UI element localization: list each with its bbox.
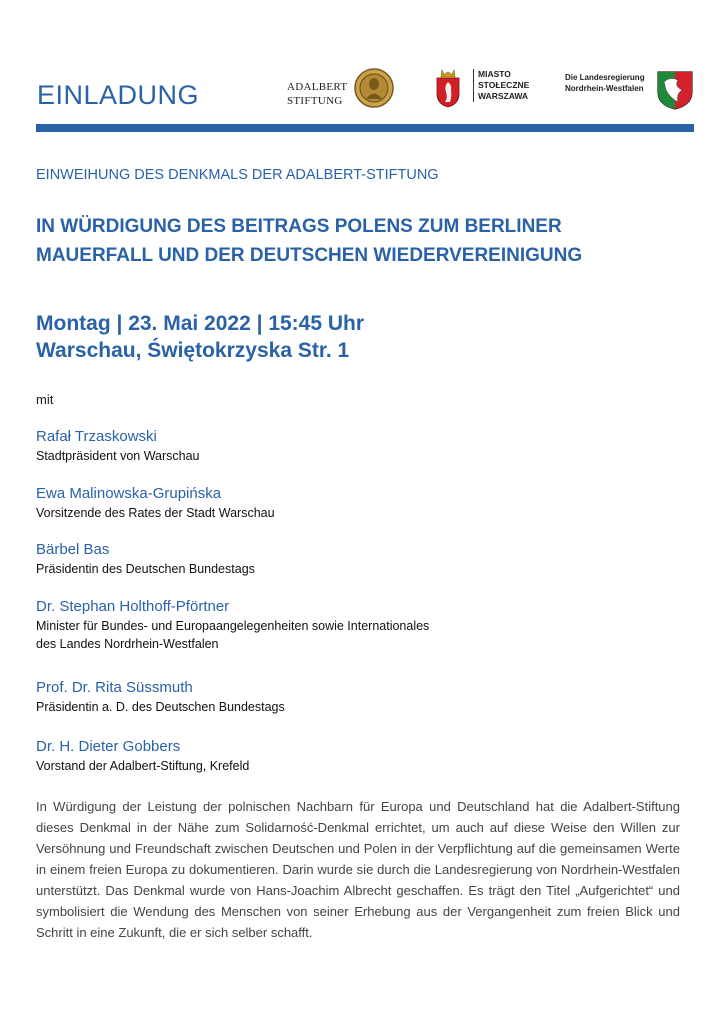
speaker-role: Präsidentin des Deutschen Bundestags (36, 562, 255, 576)
speaker-item (36, 541, 255, 578)
speaker-role: Minister für Bundes- und Europaangelegenheiten sowie Internationales (36, 619, 430, 633)
event-date: Montag | 23. Mai 2022 | 15:45 Uhr (36, 312, 365, 335)
warsaw-logo-line1: MIASTO (478, 69, 511, 79)
speaker-item (36, 679, 285, 716)
adalbert-logo-text (287, 80, 347, 108)
speaker-name: Prof. Dr. Rita Süssmuth (36, 679, 193, 696)
speaker-item (36, 738, 249, 775)
speaker-item (36, 428, 200, 465)
warsaw-crest-icon (434, 68, 462, 108)
adalbert-seal-icon (354, 68, 394, 108)
speaker-name: Ewa Malinowska-Grupińska (36, 485, 222, 502)
page-title: EINLADUNG (37, 80, 200, 110)
warsaw-logo-line2: STOŁECZNE (478, 80, 530, 90)
headline-line1: IN WÜRDIGUNG DES BEITRAGS POLENS ZUM BERLINER (36, 216, 562, 237)
nrw-logo-line1: Die Landesregierung (565, 73, 645, 82)
nrw-shield-icon (656, 70, 694, 110)
speaker-name: Bärbel Bas (36, 541, 110, 558)
speaker-name: Rafał Trzaskowski (36, 428, 157, 445)
nrw-logo-text (565, 72, 645, 94)
event-location: Warschau, Świętokrzyska Str. 1 (36, 339, 350, 362)
description-paragraph: In Würdigung der Leistung der polnischen Nachbarn für Europa und Deutschland hat die Adalbert-Stiftung dieses Denkmal in der Nähe zum Solidarność-Denkmal errichtet, um auch auf diese Weise den Willen zur Versöhnung und Freundschaft zwischen Deutschen und Polen in der Verpflichtung auf die gemeinsamen Werte in einem freien Europa zu dokumentieren. Darin wurde sie durch die Landesregierung von Nordrhein-Westfalen unterstützt. Das Denkmal wurde von Hans-Joachim Albrecht geschaffen. Es trägt den Titel „Aufgerichtet“ und symbolisiert die Wendung des Menschen von seiner Erhebung aus der Vergangenheit zum freien Blick und Schritt in eine Zukunft, die er sich selber schafft. (36, 799, 680, 940)
event-headline (36, 212, 696, 270)
speaker-role: Vorsitzende des Rates der Stadt Warschau (36, 506, 275, 520)
speaker-item (36, 485, 275, 522)
speaker-role: Stadtpräsident von Warschau (36, 449, 200, 463)
headline-line2: MAUERFALL UND DER DEUTSCHEN WIEDERVEREINIGUNG (36, 245, 583, 266)
warsaw-logo-line3: WARSZAWA (478, 91, 529, 101)
speaker-role-continued: des Landes Nordrhein-Westfalen (36, 637, 219, 651)
adalbert-logo-line2: STIFTUNG (287, 95, 343, 107)
speaker-role: Präsidentin a. D. des Deutschen Bundestags (36, 700, 285, 714)
speaker-item (36, 598, 429, 653)
header-divider (36, 124, 694, 132)
speaker-name: Dr. H. Dieter Gobbers (36, 738, 181, 755)
event-subtitle: EINWEIHUNG DES DENKMALS DER ADALBERT-STIFTUNG (36, 167, 439, 183)
speaker-role: Vorstand der Adalbert-Stiftung, Krefeld (36, 759, 250, 773)
nrw-logo-line2: Nordrhein-Westfalen (565, 84, 644, 93)
warsaw-logo-text (473, 69, 529, 102)
adalbert-logo-line1: ADALBERT (287, 81, 348, 93)
speaker-name: Dr. Stephan Holthoff-Pförtner (36, 598, 230, 615)
event-dateline (36, 310, 364, 364)
with-label: mit (36, 392, 54, 407)
